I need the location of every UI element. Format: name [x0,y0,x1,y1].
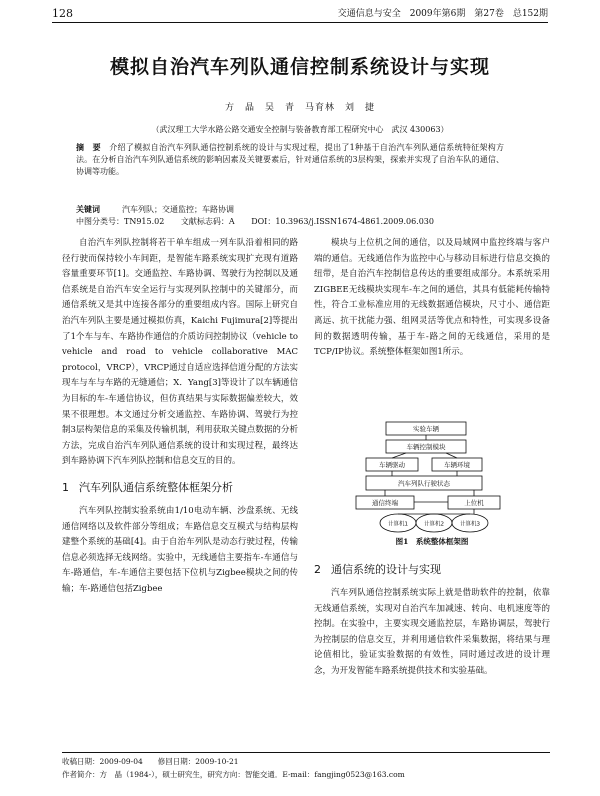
footnote [62,752,550,781]
page-number: 128 [52,7,73,20]
label-vehicle-env: 车辆环境 [444,461,470,469]
section-1-heading [62,480,298,496]
left-column [62,236,298,597]
keywords-label: 关键词 [76,205,100,214]
label-vehicle-control: 车辆控制模块 [406,443,446,451]
keywords-block [76,204,516,228]
journal-info: 交通信息与安全 2009年第6期 第27卷 总152期 [337,9,548,19]
label-computer-1: 计算机1 [388,521,408,528]
figure-caption: 图1 系统整体框架图 [395,537,469,546]
right-column-lower [314,552,550,680]
paper-authors: 方 晶 吴 青 马育林 刘 捷 [224,103,375,113]
footnote-author: 作者简介：方 晶（1984-），硕士研究生，研究方向：智能交通．E-mail：fangjing0523@163.com [62,770,405,779]
paper-title: 模拟自治汽车列队通信控制系统设计与实现 [109,56,490,78]
system-framework-diagram [314,420,550,544]
right-column [314,236,550,361]
intro-paragraph: 自治汽车列队控制将若干单车组成一列车队沿着相同的路径行驶而保持较小车间距，是智能车路系统实现扩充现有道路容量重要环节[1]。交通监控、车路协调、驾驶行为控制以及通信系统是自治汽车安全运行与实现列队控制中的关键部分，而通信系统又是其中连接各部分的重要组成内容。国际上研究自治汽车列队主要是通过模拟仿真，Kaichi Fujimura[2]等提出了1个车与车、车路协作通信的介质访问控制协议（vehicle to vehicle and road to vehicle collaborative MAC protocol，VRCP），VRCP通过自适应选择信道分配的方法实现车与车与车路的无缝通信；X．Yang[3]等设计了以车辆通信为目标的车-车通信协议，但仿真结果与实际数据偏差较大，效果不很理想。本文通过分析交通监控、车路协调、驾驶行为控制3层构架信息的采集及传输机制，利用获取关键点数据的分析方法，完成自治汽车列队通信系统的设计和实现过程，最终达到车路协调下汽车列队控制和信息交互的目的。 [62,238,298,467]
label-host-computer: 上位机 [464,499,484,507]
clc-number: 中图分类号：TN915.02 [76,217,165,226]
abstract-block [76,142,504,178]
label-test-vehicle: 实验车辆 [413,425,439,433]
label-platoon-state: 汽车列队行驶状态 [398,479,450,488]
section-2-title: 通信系统的设计与实现 [331,563,441,576]
section-1-paragraph: 汽车列队控制实验系统由1/10电动车辆、沙盘系统、无线通信网络以及软件部分等组成；车路信息交互模式与结构层构建整个系统的基础[4]。由于自治车列队是动态行驶过程，传输信息必须选择无线网络。实验中，无线通信主要指车-车通信与车-路通信，车-车通信主要包括下位机与Zigbee模块之间的传输；车-路通信包括Zigbee [62,505,298,594]
figure-1 [314,420,550,544]
section-1-title: 汽车列队通信系统整体框架分析 [79,480,233,494]
section-2-paragraph: 汽车列队通信控制系统实际上就是借助软件的控制，依靠无线通信系统，实现对自治汽车加减速、转向、电机速度等的控制。在实验中，主要实现交通监控层，车路协调层，驾驶行为控制层的信息交互，并利用通信软件采集数据，将结果与理论值相比，验证实验数据的有效性，同时通过改进的设计理念，为开发智能车路系统提供技术和实验基础。 [314,588,550,676]
label-computer-2: 计算机2 [424,521,444,528]
abstract-label: 摘 要 [76,143,101,152]
doi: DOI：10.3963/j.ISSN1674-4861.2009.06.030 [251,217,434,226]
keywords-text: 汽车列队；交通监控；车路协调 [122,205,234,214]
section-2-number: 2 [314,563,321,576]
section-2-heading [314,562,550,578]
section-1-number: 1 [62,480,69,494]
running-header [52,6,548,23]
label-vehicle-drive: 车辆驱动 [379,461,405,469]
document-code: 文献标志码：A [180,217,235,226]
label-comm-terminal: 通信终端 [372,499,398,507]
label-computer-3: 计算机3 [460,521,480,528]
author-affiliation: （武汉理工大学水路公路交通安全控制与装备教育部工程研究中心 武汉 430063） [151,125,449,134]
abstract-text: 介绍了模拟自治汽车列队通信控制系统的设计与实现过程，提出了1种基于自治汽车列队通信系统特征架构方法。在分析自治汽车列队通信系统的影响因素及关键要素后，针对通信系统的3层构架，探索并实现了自治车队的通信、协调等功能。 [76,143,505,176]
right-paragraph: 模块与上位机之间的通信，以及局域网中监控终端与客户端的通信。无线通信作为监控中心与移动目标进行信息交换的纽带，是自治汽车控制信息传达的重要组成部分。本系统采用ZIGBEE无线模块实现车-车之间的通信，其具有低能耗传输特性，符合工业标准应用的无线数据通信模块，尺寸小、通信距离远、抗干扰能力强、组网灵活等优点和特性，可实现多设备间的数据透明传输，基于车-路之间的无线通信，采用的是TCP/IP协议。系统整体框架如图1所示。 [314,238,550,358]
footnote-dates: 收稿日期：2009-09-04 修回日期：2009-10-21 [62,757,239,766]
classification-line [76,216,516,228]
